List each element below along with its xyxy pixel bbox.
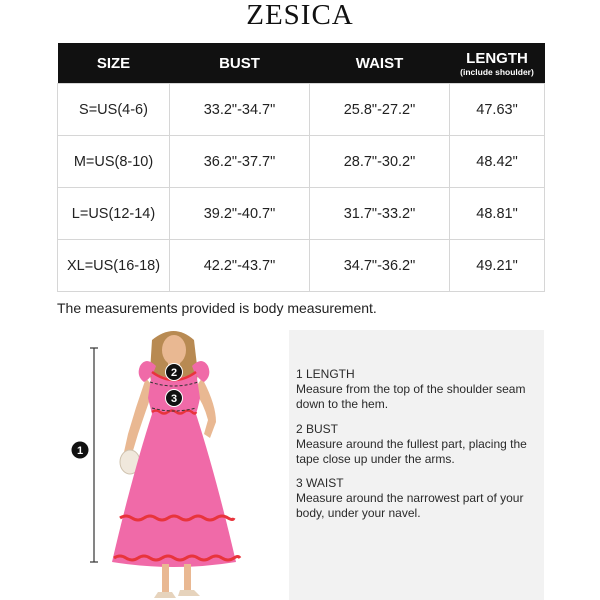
- guide-bust-text: Measure around the fullest part, placing the tape close up under the arms.: [296, 437, 527, 466]
- measuring-guide-panel: [289, 330, 544, 600]
- marker-length-label: 1: [76, 445, 84, 457]
- left-shoe: [154, 592, 176, 598]
- model-left-leg: [162, 564, 169, 592]
- header-bust: BUST: [170, 43, 310, 84]
- header-waist: WAIST: [310, 43, 450, 84]
- guide-waist-title: 3 WAIST: [296, 476, 344, 490]
- header-length-label: LENGTH: [466, 49, 528, 67]
- marker-waist-label: 3: [170, 393, 178, 405]
- model-illustration: [66, 326, 276, 600]
- marker-length: [72, 442, 89, 459]
- table-row: [58, 240, 545, 292]
- guide-length: [296, 367, 536, 412]
- cell-length: 47.63": [450, 84, 545, 136]
- table-header-row: [58, 43, 545, 84]
- cell-length: 48.42": [450, 136, 545, 188]
- marker-bust-label: 2: [170, 367, 178, 379]
- table-row: [58, 136, 545, 188]
- cell-waist: 25.8"-27.2": [310, 84, 450, 136]
- header-length: [450, 43, 545, 84]
- cell-length: 48.81": [450, 188, 545, 240]
- cell-waist: 34.7"-36.2": [310, 240, 450, 292]
- cell-bust: 42.2"-43.7": [170, 240, 310, 292]
- right-shoe: [178, 590, 200, 596]
- guide-length-text: Measure from the top of the shoulder seam down to the hem.: [296, 382, 526, 411]
- table-row: [58, 84, 545, 136]
- cell-waist: 31.7"-33.2": [310, 188, 450, 240]
- brand-logo: ZESICA: [246, 0, 354, 31]
- cell-size: XL=US(16-18): [58, 240, 170, 292]
- guide-waist-text: Measure around the narrowest part of your body, under your navel.: [296, 491, 524, 520]
- marker-bust: [166, 364, 183, 381]
- guide-length-title: 1 LENGTH: [296, 367, 355, 381]
- header-size: SIZE: [58, 43, 170, 84]
- cell-waist: 28.7"-30.2": [310, 136, 450, 188]
- model-right-leg: [184, 564, 191, 590]
- cell-bust: 39.2"-40.7": [170, 188, 310, 240]
- cell-bust: 36.2"-37.7": [170, 136, 310, 188]
- guide-bust: [296, 422, 536, 467]
- marker-waist: [166, 390, 183, 407]
- measurement-note: The measurements provided is body measurement.: [57, 300, 377, 316]
- model-face: [162, 335, 186, 365]
- size-chart-table: [57, 43, 545, 292]
- cell-length: 49.21": [450, 240, 545, 292]
- cell-size: M=US(8-10): [58, 136, 170, 188]
- table-row: [58, 188, 545, 240]
- guide-waist: [296, 476, 536, 521]
- guide-bust-title: 2 BUST: [296, 422, 339, 436]
- cell-size: S=US(4-6): [58, 84, 170, 136]
- cell-size: L=US(12-14): [58, 188, 170, 240]
- cell-bust: 33.2"-34.7": [170, 84, 310, 136]
- header-length-note: (include shoulder): [460, 66, 534, 77]
